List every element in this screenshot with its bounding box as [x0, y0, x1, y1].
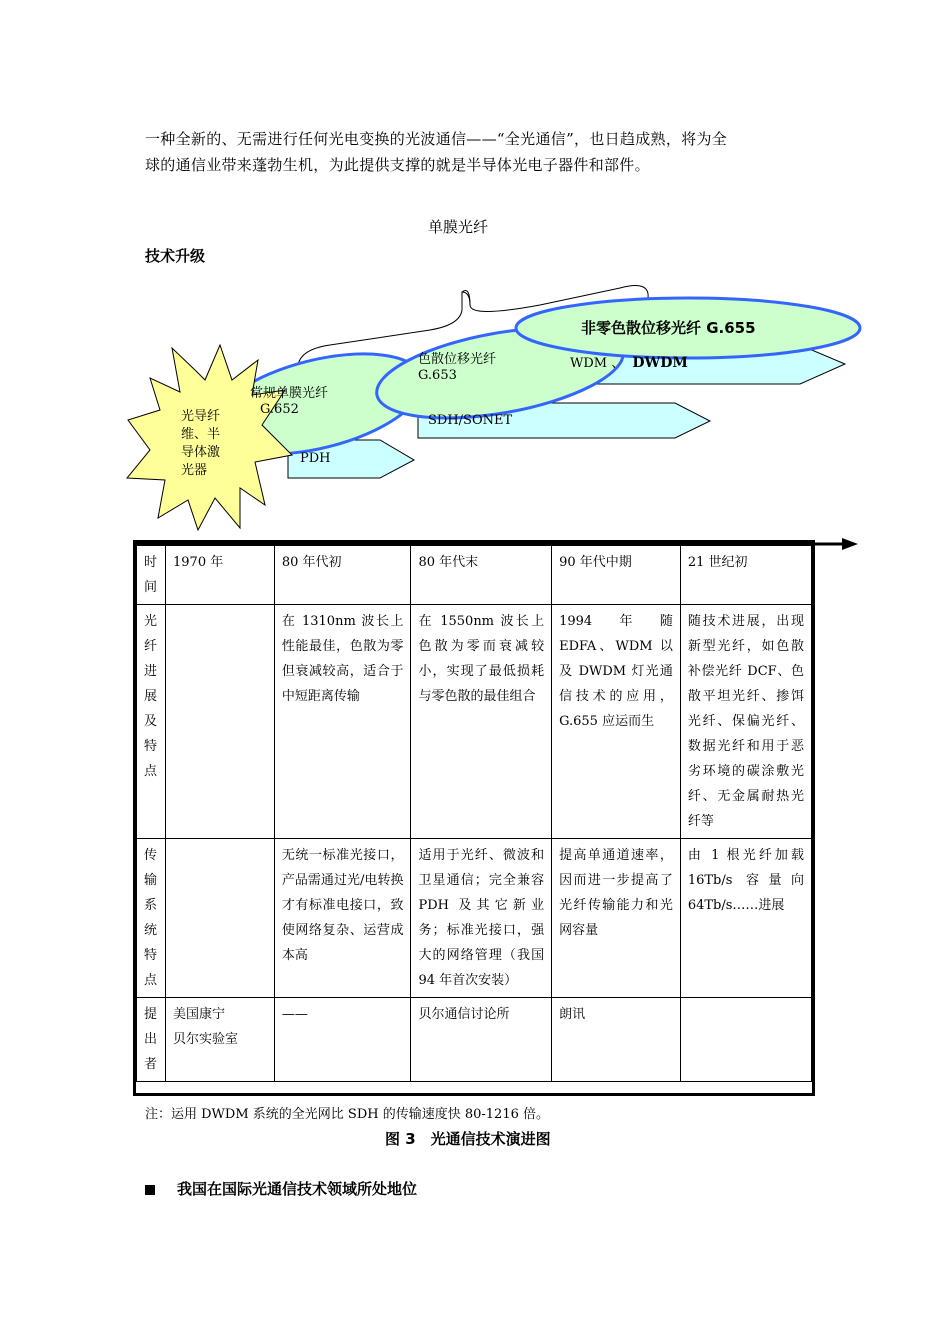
- table-cell: 美国康宁 贝尔实验室: [166, 998, 275, 1082]
- table-cell: 21 世纪初: [680, 546, 811, 605]
- section-heading-text: 我国在国际光通信技术领域所处地位: [177, 1180, 418, 1198]
- starburst-label: [181, 408, 220, 480]
- timeline-arrowhead: [842, 538, 858, 550]
- ellipse-g653-line-1: 色散位移光纤: [418, 352, 497, 367]
- table-cell: 在 1550nm 波长上色散为零而衰减较小，实现了最低损耗与零色散的最佳组合: [411, 605, 552, 839]
- table-cell: 80 年代初: [274, 546, 411, 605]
- row-head-transmission: 传输系统特点: [137, 839, 166, 998]
- square-bullet-icon: [145, 1185, 155, 1195]
- table-cell: 在 1310nm 波长上性能最佳，色散为零但衰减较高，适合于中短距离传输: [274, 605, 411, 839]
- fiber-title: 单膜光纤: [428, 218, 489, 236]
- ellipse-g653-label: [418, 352, 496, 384]
- table-cell: 无统一标准光接口，产品需通过光/电转换才有标准电接口，致使网络复杂、运营成本高: [274, 839, 411, 998]
- wdm-label-b: DWDM: [632, 355, 688, 371]
- row-head-fiber: 光纤进展及特点: [137, 605, 166, 839]
- row-head-time: 时间: [137, 546, 166, 605]
- table-cell: 提高单通道速率，因而进一步提高了光纤传输能力和光网容量: [552, 839, 681, 998]
- table-cell: 由 1 根光纤加载 16Tb/s 容量向 64Tb/s……进展: [680, 839, 811, 998]
- ellipse-g652-line-2: G.652: [260, 402, 299, 417]
- evolution-diagram: [0, 0, 950, 560]
- starburst-line-4: 光器: [181, 463, 208, 478]
- evolution-table: [136, 545, 812, 1082]
- tech-upgrade-title: 技术升级: [145, 247, 206, 265]
- starburst-line-1: 光导纤: [181, 409, 221, 424]
- table-row-fiber: [137, 605, 812, 839]
- wdm-label-a: WDM 、: [570, 356, 625, 371]
- ellipse-g655-label: 非零色散位移光纤 G.655: [581, 319, 756, 337]
- wdm-label: [570, 355, 688, 372]
- intro-line-2: 球的通信业带来蓬勃生机，为此提供支撑的就是半导体光电子器件和部件。: [145, 156, 650, 174]
- table-note: 注：运用 DWDM 系统的全光网比 SDH 的传输速度快 80-1216 倍。: [145, 1107, 549, 1122]
- table-cell: 随技术进展，出现新型光纤，如色散补偿光纤 DCF、色散平坦光纤、掺饵光纤、保偏光纤、数据光纤和用于恶劣环境的碳涂敷光纤、无金属耐热光纤等: [680, 605, 811, 839]
- table-cell: 80 年代末: [411, 546, 552, 605]
- ellipse-g653-line-2: G.653: [418, 368, 457, 383]
- sdh-label: SDH/SONET: [428, 413, 513, 428]
- section-heading: [145, 1178, 417, 1199]
- table-cell: 贝尔通信讨论所: [411, 998, 552, 1082]
- table-cell: 90 年代中期: [552, 546, 681, 605]
- figure-caption: 图 3 光通信技术演进图: [385, 1130, 551, 1148]
- table-cell: ——: [274, 998, 411, 1082]
- starburst-line-2: 维、半: [181, 427, 221, 442]
- table-cell: [166, 839, 275, 998]
- table-cell: 1994 年 随 EDFA、WDM 以及 DWDM 灯光通信技术的应用，G.655 应运而生: [552, 605, 681, 839]
- table-cell: [166, 605, 275, 839]
- table-cell: 朗讯: [552, 998, 681, 1082]
- table-row-transmission: [137, 839, 812, 998]
- table-cell: 1970 年: [166, 546, 275, 605]
- table-row-proposer: [137, 998, 812, 1082]
- table-row-time: [137, 546, 812, 605]
- ellipse-g652-line-1: 常规单膜光纤: [250, 386, 329, 401]
- table-cell: 适用于光纤、微波和卫星通信；完全兼容 PDH 及其它新业务；标准光接口，强大的网络管理（我国 94 年首次安装）: [411, 839, 552, 998]
- ellipse-g652-label: [250, 386, 328, 418]
- table-cell: [680, 998, 811, 1082]
- intro-line-1: 一种全新的、无需进行任何光电变换的光波通信——“全光通信”，也日趋成熟，将为全: [145, 130, 728, 148]
- pdh-label: PDH: [300, 451, 331, 466]
- starburst-line-3: 导体激: [181, 445, 221, 460]
- row-head-proposer: 提出者: [137, 998, 166, 1082]
